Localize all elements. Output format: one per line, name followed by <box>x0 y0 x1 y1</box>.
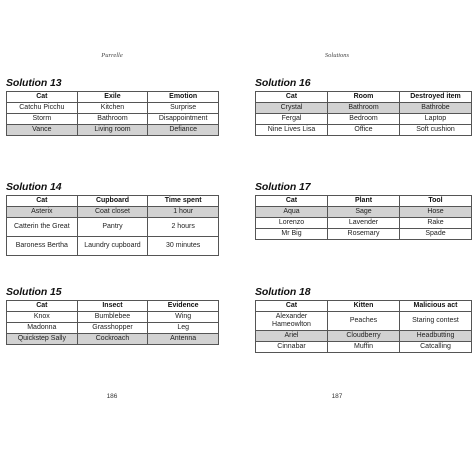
table-row <box>7 103 219 114</box>
table-cell: Spade <box>400 229 472 240</box>
solution-13 <box>6 77 219 136</box>
table-row <box>256 331 472 342</box>
solution-title: Solution 13 <box>6 77 62 89</box>
table-header-row <box>256 92 472 103</box>
table-row <box>256 229 472 240</box>
column-header: Destroyed item <box>400 92 472 103</box>
table-cell: Quickstep Sally <box>7 334 78 345</box>
table-cell: Office <box>328 125 400 136</box>
table-cell: Madonna <box>7 323 78 334</box>
solution-title: Solution 16 <box>255 77 311 89</box>
table-row <box>256 342 472 353</box>
table-row <box>256 114 472 125</box>
column-header: Cupboard <box>77 196 148 207</box>
table-cell: Bathroom <box>328 103 400 114</box>
column-header: Cat <box>7 92 78 103</box>
table-cell: Antenna <box>148 334 219 345</box>
table-header-row <box>256 196 472 207</box>
table-cell: Aqua <box>256 207 328 218</box>
column-header: Exile <box>77 92 148 103</box>
table-header-row <box>7 301 219 312</box>
solution-14 <box>6 181 219 256</box>
column-header: Cat <box>256 92 328 103</box>
column-header: Cat <box>7 196 78 207</box>
table-cell: Cinnabar <box>256 342 328 353</box>
solution-18 <box>255 286 472 353</box>
table-cell: Catterin the Great <box>7 218 78 237</box>
table-cell: Sage <box>328 207 400 218</box>
column-header: Plant <box>328 196 400 207</box>
table-cell: Rake <box>400 218 472 229</box>
table-header-row <box>256 301 472 312</box>
table-cell: Living room <box>77 125 148 136</box>
table-row <box>7 334 219 345</box>
solution-title: Solution 17 <box>255 181 311 193</box>
column-header: Emotion <box>148 92 219 103</box>
page-number: 187 <box>331 393 343 400</box>
table-cell: Bathroom <box>77 114 148 125</box>
solution-table <box>6 91 219 136</box>
solution-15 <box>6 286 219 345</box>
solution-table <box>6 195 219 256</box>
table-cell: Staring contest <box>400 312 472 331</box>
page-number: 186 <box>106 393 118 400</box>
table-cell: Coat closet <box>77 207 148 218</box>
table-cell: Catchu Picchu <box>7 103 78 114</box>
table-cell: Fergal <box>256 114 328 125</box>
table-cell: Bathrobe <box>400 103 472 114</box>
table-cell: Leg <box>148 323 219 334</box>
table-cell: Lorenzo <box>256 218 328 229</box>
table-cell: Lavender <box>328 218 400 229</box>
table-cell: Muffin <box>328 342 400 353</box>
table-cell: Soft cushion <box>400 125 472 136</box>
table-cell: Bumblebee <box>77 312 148 323</box>
column-header: Cat <box>256 196 328 207</box>
table-row <box>256 218 472 229</box>
table-cell: Surprise <box>148 103 219 114</box>
table-row <box>7 323 219 334</box>
table-row <box>7 125 219 136</box>
table-row <box>7 312 219 323</box>
table-cell: Alexander Hameowlton <box>256 312 328 331</box>
solution-table <box>255 300 472 353</box>
table-cell: 1 hour <box>148 207 219 218</box>
table-cell: Cockroach <box>77 334 148 345</box>
table-cell: Pantry <box>77 218 148 237</box>
running-head: Solutions <box>324 52 350 59</box>
column-header: Malicious act <box>400 301 472 312</box>
solution-title: Solution 14 <box>6 181 62 193</box>
table-cell: Hose <box>400 207 472 218</box>
table-cell: Laundry cupboard <box>77 237 148 256</box>
table-header-row <box>7 92 219 103</box>
solution-table <box>6 300 219 345</box>
table-cell: Laptop <box>400 114 472 125</box>
solution-title: Solution 15 <box>6 286 62 298</box>
column-header: Tool <box>400 196 472 207</box>
table-cell: Peaches <box>328 312 400 331</box>
left-page <box>0 0 224 449</box>
table-row <box>7 114 219 125</box>
solution-17 <box>255 181 472 240</box>
column-header: Time spent <box>148 196 219 207</box>
table-row <box>7 218 219 237</box>
column-header: Cat <box>256 301 328 312</box>
table-cell: Asterix <box>7 207 78 218</box>
column-header: Cat <box>7 301 78 312</box>
table-cell: 2 hours <box>148 218 219 237</box>
table-header-row <box>7 196 219 207</box>
solution-table <box>255 91 472 136</box>
running-head: Purrelle <box>101 52 123 59</box>
table-row <box>256 312 472 331</box>
solution-16 <box>255 77 472 136</box>
right-page <box>225 0 461 449</box>
table-cell: Grasshopper <box>77 323 148 334</box>
column-header: Insect <box>77 301 148 312</box>
table-cell: Bedroom <box>328 114 400 125</box>
column-header: Room <box>328 92 400 103</box>
table-cell: Mr Big <box>256 229 328 240</box>
table-cell: Ariel <box>256 331 328 342</box>
table-row <box>7 207 219 218</box>
table-cell: Defiance <box>148 125 219 136</box>
table-cell: Headbutting <box>400 331 472 342</box>
table-cell: Cloudberry <box>328 331 400 342</box>
column-header: Kitten <box>328 301 400 312</box>
table-cell: Kitchen <box>77 103 148 114</box>
column-header: Evidence <box>148 301 219 312</box>
table-cell: Vance <box>7 125 78 136</box>
table-cell: Crystal <box>256 103 328 114</box>
table-cell: Wing <box>148 312 219 323</box>
table-cell: Storm <box>7 114 78 125</box>
solution-title: Solution 18 <box>255 286 311 298</box>
solution-table <box>255 195 472 240</box>
table-row <box>7 237 219 256</box>
table-cell: Baroness Bertha <box>7 237 78 256</box>
table-cell: Disappointment <box>148 114 219 125</box>
table-cell: Catcalling <box>400 342 472 353</box>
table-cell: Nine Lives Lisa <box>256 125 328 136</box>
table-row <box>256 125 472 136</box>
table-cell: 30 minutes <box>148 237 219 256</box>
table-row <box>256 103 472 114</box>
table-row <box>256 207 472 218</box>
table-cell: Knox <box>7 312 78 323</box>
table-cell: Rosemary <box>328 229 400 240</box>
